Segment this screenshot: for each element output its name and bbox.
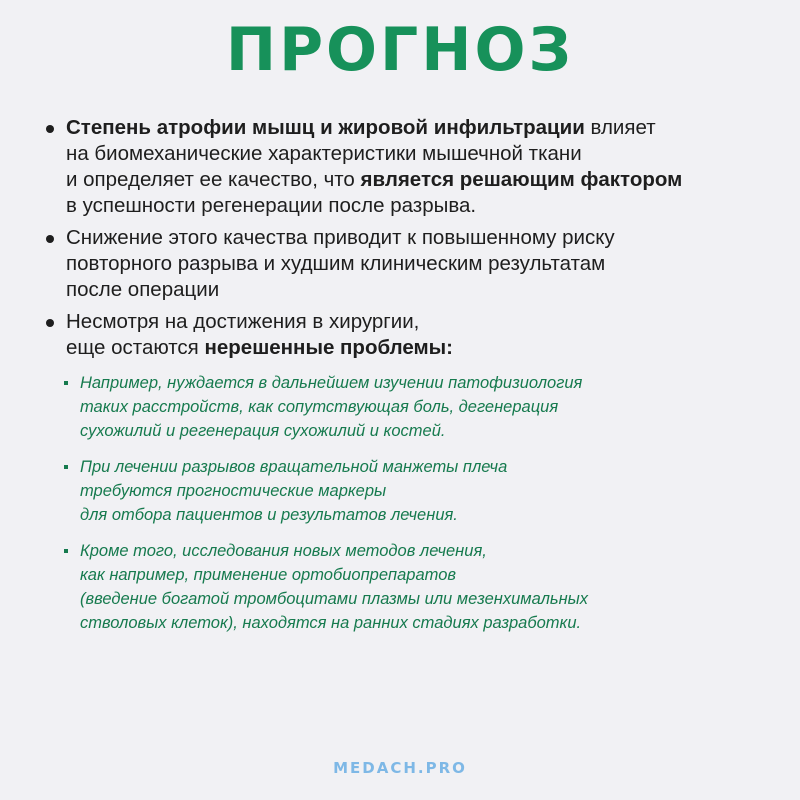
sub-text-line: При лечении разрывов вращательной манжеты плеча — [80, 458, 508, 476]
sub-text-line: требуются прогностические маркеры — [80, 482, 387, 500]
bullet-list — [46, 115, 776, 647]
square-bullet-icon — [64, 381, 68, 385]
text-segment: влияет — [584, 116, 656, 139]
square-bullet-icon — [64, 465, 68, 469]
text-line — [66, 335, 776, 361]
text-line — [66, 115, 776, 141]
bold-text: Степень атрофии мышц и жировой инфильтрации — [66, 116, 585, 139]
sub-item — [64, 455, 776, 527]
text-segment: после операции — [66, 278, 220, 301]
bold-text: нерешенные проблемы: — [204, 336, 454, 359]
sub-text-line: стволовых клеток), находятся на ранних стадиях разработки. — [80, 614, 582, 632]
bold-text: является решающим фактором — [360, 168, 683, 191]
sub-list — [66, 371, 776, 635]
text-line — [66, 225, 776, 251]
bullet-dot-icon — [46, 125, 54, 133]
sub-item — [64, 539, 776, 635]
text-segment: Снижение этого качества приводит к повышенному риску — [66, 226, 615, 249]
text-line — [66, 167, 776, 193]
sub-item — [64, 371, 776, 443]
text-segment: в успешности регенерации после разрыва. — [66, 194, 477, 217]
sub-text-line: Например, нуждается в дальнейшем изучении патофизиология — [80, 374, 583, 392]
bullet-dot-icon — [46, 235, 54, 243]
sub-text-line: Кроме того, исследования новых методов лечения, — [80, 542, 487, 560]
text-segment: Несмотря на достижения в хирургии, — [66, 310, 420, 333]
text-segment: и определяет ее качество, что — [66, 168, 361, 191]
text-line — [66, 251, 776, 277]
sub-text-line: таких расстройств, как сопутствующая боль, дегенерация — [80, 398, 559, 416]
bullet-dot-icon — [46, 319, 54, 327]
text-line — [66, 141, 776, 167]
bullet-item — [46, 309, 776, 635]
bullet-item — [46, 115, 776, 219]
sub-text-line: для отбора пациентов и результатов лечения. — [80, 506, 458, 524]
text-segment: на биомеханические характеристики мышечной ткани — [66, 142, 582, 165]
text-line — [66, 277, 776, 303]
footer-brand: MEDACH.PRO — [333, 759, 467, 777]
text-segment: повторного разрыва и худшим клиническим результатам — [66, 252, 606, 275]
bullet-item — [46, 225, 776, 303]
text-line — [66, 309, 776, 335]
text-line — [66, 193, 776, 219]
sub-text-line: (введение богатой тромбоцитами плазмы или мезенхимальных — [80, 590, 589, 608]
text-segment: еще остаются — [66, 336, 205, 359]
page-title: ПРОГНОЗ — [225, 15, 575, 85]
sub-text-line: как например, применение ортобиопрепаратов — [80, 566, 456, 584]
square-bullet-icon — [64, 549, 68, 553]
sub-text-line: сухожилий и регенерация сухожилий и костей. — [80, 422, 446, 440]
